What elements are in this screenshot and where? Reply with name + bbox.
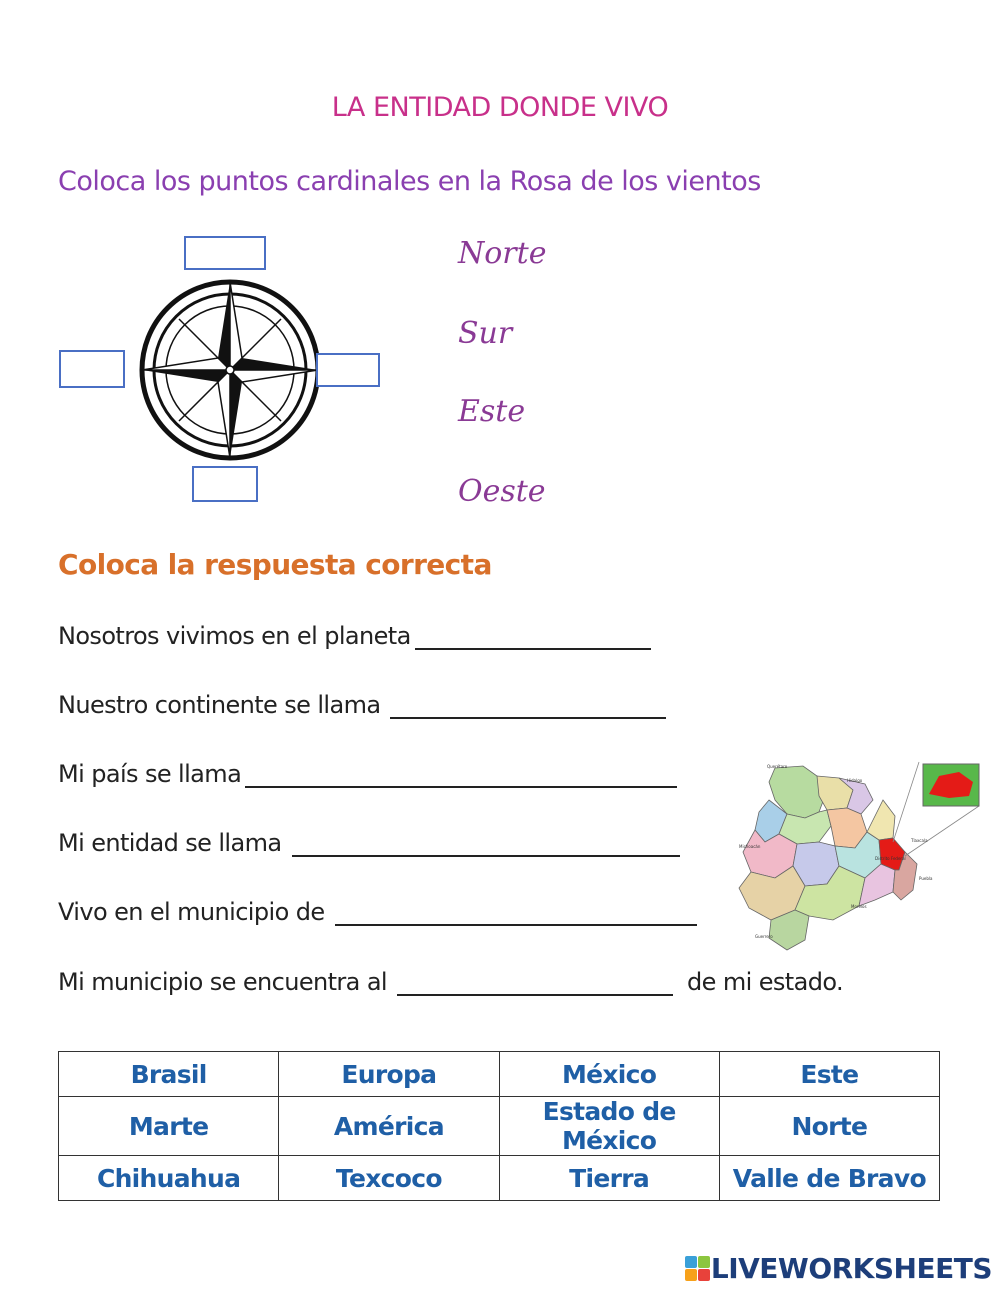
table-row (59, 1052, 940, 1097)
answer-box-east[interactable] (316, 353, 380, 387)
map-label: Morelos (851, 904, 867, 909)
word-bank-item[interactable]: Marte (59, 1097, 279, 1156)
logo-icon (685, 1254, 711, 1284)
answer-box-north[interactable] (184, 236, 266, 270)
word-sur[interactable]: Sur (458, 316, 513, 351)
word-oeste[interactable]: Oeste (458, 474, 546, 509)
word-bank-table (58, 1051, 940, 1201)
instruction-answers: Coloca la respuesta correcta (58, 548, 492, 581)
instruction-compass: Coloca los puntos cardinales en la Rosa de los vientos (58, 166, 761, 197)
word-bank-item[interactable]: Brasil (59, 1052, 279, 1097)
question-entity (58, 829, 680, 857)
word-bank-item[interactable]: Estado de México (499, 1097, 719, 1156)
answer-blank[interactable] (415, 628, 651, 650)
word-bank-item[interactable]: Chihuahua (59, 1156, 279, 1201)
word-bank-item[interactable]: Europa (279, 1052, 499, 1097)
answer-box-south[interactable] (192, 466, 258, 502)
word-bank-item[interactable]: Norte (719, 1097, 939, 1156)
answer-blank[interactable] (390, 697, 666, 719)
question-text: Mi país se llama (58, 760, 242, 788)
question-planet (58, 622, 651, 650)
question-municipality (58, 898, 697, 926)
word-este[interactable]: Este (458, 394, 526, 429)
table-row (59, 1097, 940, 1156)
answer-blank[interactable] (335, 904, 697, 926)
page-title: LA ENTIDAD DONDE VIVO (331, 92, 669, 123)
map-inset (893, 762, 979, 856)
answer-box-west[interactable] (59, 350, 125, 388)
table-row (59, 1156, 940, 1201)
state-map (735, 760, 985, 955)
word-bank-item[interactable]: Valle de Bravo (719, 1156, 939, 1201)
question-continent (58, 691, 666, 719)
question-text: Nosotros vivimos en el planeta (58, 622, 411, 650)
word-bank-item[interactable]: América (279, 1097, 499, 1156)
word-bank-item[interactable]: México (499, 1052, 719, 1097)
word-norte[interactable]: Norte (458, 236, 547, 271)
logo-text: LIVEWORKSHEETS (710, 1252, 992, 1285)
question-text: Nuestro continente se llama (58, 691, 381, 719)
map-label: Guerrero (755, 934, 773, 939)
map-label: Querétaro (767, 764, 788, 769)
word-bank-item[interactable]: Este (719, 1052, 939, 1097)
map-label: Puebla (919, 876, 933, 881)
question-suffix: de mi estado. (687, 968, 844, 996)
map-label: Distrito Federal (875, 856, 906, 861)
map-label: Michoacán (739, 844, 761, 849)
question-text: Mi municipio se encuentra al (58, 968, 387, 996)
answer-blank[interactable] (245, 766, 677, 788)
question-country (58, 760, 677, 788)
question-text: Vivo en el municipio de (58, 898, 325, 926)
map-label: Hidalgo (847, 778, 863, 783)
liveworksheets-logo[interactable] (685, 1252, 992, 1285)
word-bank-item[interactable]: Texcoco (279, 1156, 499, 1201)
question-direction (58, 968, 843, 996)
question-text: Mi entidad se llama (58, 829, 282, 857)
word-bank-item[interactable]: Tierra (499, 1156, 719, 1201)
answer-blank[interactable] (292, 835, 680, 857)
answer-blank[interactable] (397, 974, 673, 996)
map-label: Tlaxcala (911, 838, 928, 843)
compass-rose-graphic (142, 282, 318, 458)
